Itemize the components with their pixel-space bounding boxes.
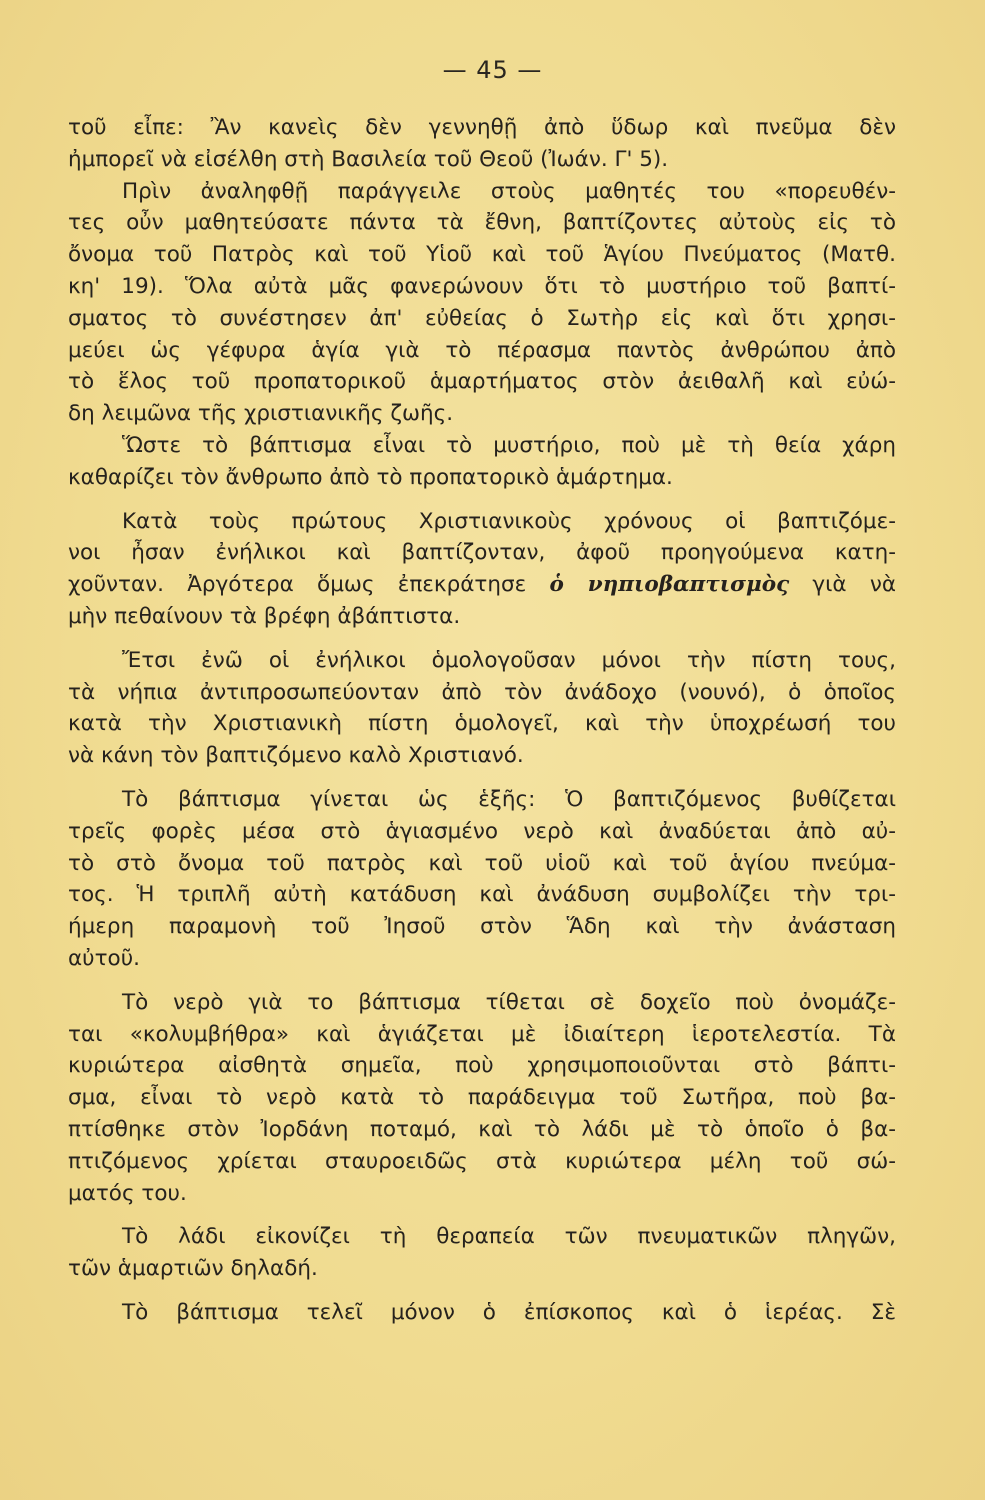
- paragraph-4: [68, 506, 896, 633]
- paragraph-8: [68, 1221, 896, 1285]
- text-line: πτιζόμενος χρίεται σταυροειδῶς στὰ κυριώτερα μέλη τοῦ σώ-: [68, 1148, 896, 1174]
- text-line: τὸ ἕλος τοῦ προπατορικοῦ ἁμαρτήματος στὸν ἀειθαλῆ καὶ εὐώ-: [68, 369, 896, 395]
- text-line: Τὸ βάπτισμα γίνεται ὡς ἑξῆς: Ὁ βαπτιζόμενος βυθίζεται: [122, 786, 896, 812]
- text-line: τοῦ εἶπε: Ἂν κανεὶς δὲν γεννηθῇ ἀπὸ ὕδωρ καὶ πνεῦμα δὲν: [68, 115, 896, 140]
- text-line: τῶν ἁμαρτιῶν δηλαδή.: [68, 1256, 318, 1282]
- text-line: κατὰ τὴν Χριστιανικὴ πίστη ὁμολογεῖ, καὶ τὴν ὑποχρέωσή του: [68, 711, 896, 737]
- paragraph-2: [68, 176, 896, 430]
- text-line: τὸ στὸ ὄνομα τοῦ πατρὸς καὶ τοῦ υἱοῦ καὶ τοῦ ἁγίου πνεύμα-: [68, 850, 896, 876]
- emphasized-term: ὁ νηπιοβαπτισμὸς: [549, 572, 790, 598]
- text-line: Ὥστε τὸ βάπτισμα εἶναι τὸ μυστήριο, ποὺ μὲ τὴ θεία χάρη: [122, 432, 896, 458]
- text-segment: γιὰ νὰ: [812, 572, 897, 598]
- text-line: πτίσθηκε στὸν Ἰορδάνη ποταμό, καὶ τὸ λάδι μὲ τὸ ὁποῖο ὁ βα-: [68, 1116, 896, 1142]
- text-line: ήμερη παραμονὴ τοῦ Ἰησοῦ στὸν Ἅδη καὶ τὴν ἀνάσταση: [68, 914, 896, 940]
- text-line: μεύει ὡς γέφυρα ἁγία γιὰ τὸ πέρασμα παντὸς ἀνθρώπου ἀπὸ: [68, 337, 896, 363]
- paragraph-6: [68, 784, 896, 975]
- text-line: αὐτοῦ.: [68, 945, 140, 971]
- text-line: κυριώτερα αἰσθητὰ σημεῖα, ποὺ χρησιμοποιοῦνται στὸ βάπτι-: [68, 1053, 896, 1079]
- paragraph-7: [68, 987, 896, 1210]
- text-line: ὄνομα τοῦ Πατρὸς καὶ τοῦ Υἱοῦ καὶ τοῦ Ἁγίου Πνεύματος (Ματθ.: [68, 242, 896, 268]
- text-line: Ἔτσι ἐνῶ οἱ ἐνήλικοι ὁμολογοῦσαν μόνοι τὴν πίστη τους,: [122, 647, 896, 673]
- paragraph-5: [68, 645, 896, 772]
- text-segment: χοῦνταν. Ἀργότερα ὅμως ἐπεκράτησε: [68, 572, 527, 598]
- text-line: Πρὶν ἀναληφθῇ παράγγειλε στοὺς μαθητές του «πορευθέν-: [122, 178, 896, 204]
- text-line: Τὸ λάδι εἰκονίζει τὴ θεραπεία τῶν πνευματικῶν πληγῶν,: [122, 1224, 896, 1250]
- text-line: ται «κολυμβήθρα» καὶ ἁγιάζεται μὲ ἰδιαίτερη ἱεροτελεστία. Τὰ: [68, 1021, 896, 1047]
- text-line: νοι ἦσαν ἐνήλικοι καὶ βαπτίζονταν, ἀφοῦ προηγούμενα κατη-: [68, 540, 896, 566]
- text-line: μὴν πεθαίνουν τὰ βρέφη ἀβάπτιστα.: [68, 603, 461, 629]
- page-number: — 45 —: [442, 56, 543, 84]
- paragraph-9: [68, 1297, 896, 1329]
- text-line: Τὸ νερὸ γιὰ το βάπτισμα τίθεται σὲ δοχεῖο ποὺ ὀνομάζε-: [122, 989, 896, 1015]
- text-line: σμα, εἶναι τὸ νερὸ κατὰ τὸ παράδειγμα τοῦ Σωτῆρα, ποὺ βα-: [68, 1085, 896, 1111]
- text-line-emphasis: [68, 569, 896, 601]
- body-text: [68, 112, 896, 1329]
- paragraph-1: [68, 112, 896, 176]
- text-line: Τὸ βάπτισμα τελεῖ μόνον ὁ ἐπίσκοπος καὶ ὁ ἱερέας. Σὲ: [122, 1299, 896, 1325]
- text-line: τρεῖς φορὲς μέσα στὸ ἁγιασμένο νερὸ καὶ ἀναδύεται ἀπὸ αὐ-: [68, 818, 896, 844]
- text-line: ματός του.: [68, 1180, 187, 1206]
- text-line: σματος τὸ συνέστησεν ἀπ' εὐθείας ὁ Σωτὴρ εἰς καὶ ὅτι χρησι-: [68, 305, 896, 331]
- text-line: τος. Ἡ τριπλῆ αὐτὴ κατάδυση καὶ ἀνάδυση συμβολίζει τὴν τρι-: [68, 882, 896, 908]
- paragraph-3: [68, 430, 896, 494]
- text-line: καθαρίζει τὸν ἄνθρωπο ἀπὸ τὸ προπατορικὸ ἁμάρτημα.: [68, 464, 673, 490]
- text-line: τες οὖν μαθητεύσατε πάντα τὰ ἔθνη, βαπτίζοντες αὐτοὺς εἰς τὸ: [68, 210, 896, 236]
- text-line: ἠμπορεῖ νὰ εἰσέλθη στὴ Βασιλεία τοῦ Θεοῦ (Ἰωάν. Γ' 5).: [68, 146, 669, 172]
- text-line: Κατὰ τοὺς πρώτους Χριστιανικοὺς χρόνους οἱ βαπτιζόμε-: [122, 508, 896, 534]
- text-line: τὰ νήπια ἀντιπροσωπεύονταν ἀπὸ τὸν ἀνάδοχο (νουνό), ὁ ὁποῖος: [68, 679, 896, 705]
- text-line: νὰ κάνη τὸν βαπτιζόμενο καλὸ Χριστιανό.: [68, 743, 524, 769]
- text-line: κη' 19). Ὅλα αὐτὰ μᾶς φανερώνουν ὅτι τὸ μυστήριο τοῦ βαπτί-: [68, 273, 896, 299]
- text-line: δη λειμῶνα τῆς χριστιανικῆς ζωῆς.: [68, 401, 454, 427]
